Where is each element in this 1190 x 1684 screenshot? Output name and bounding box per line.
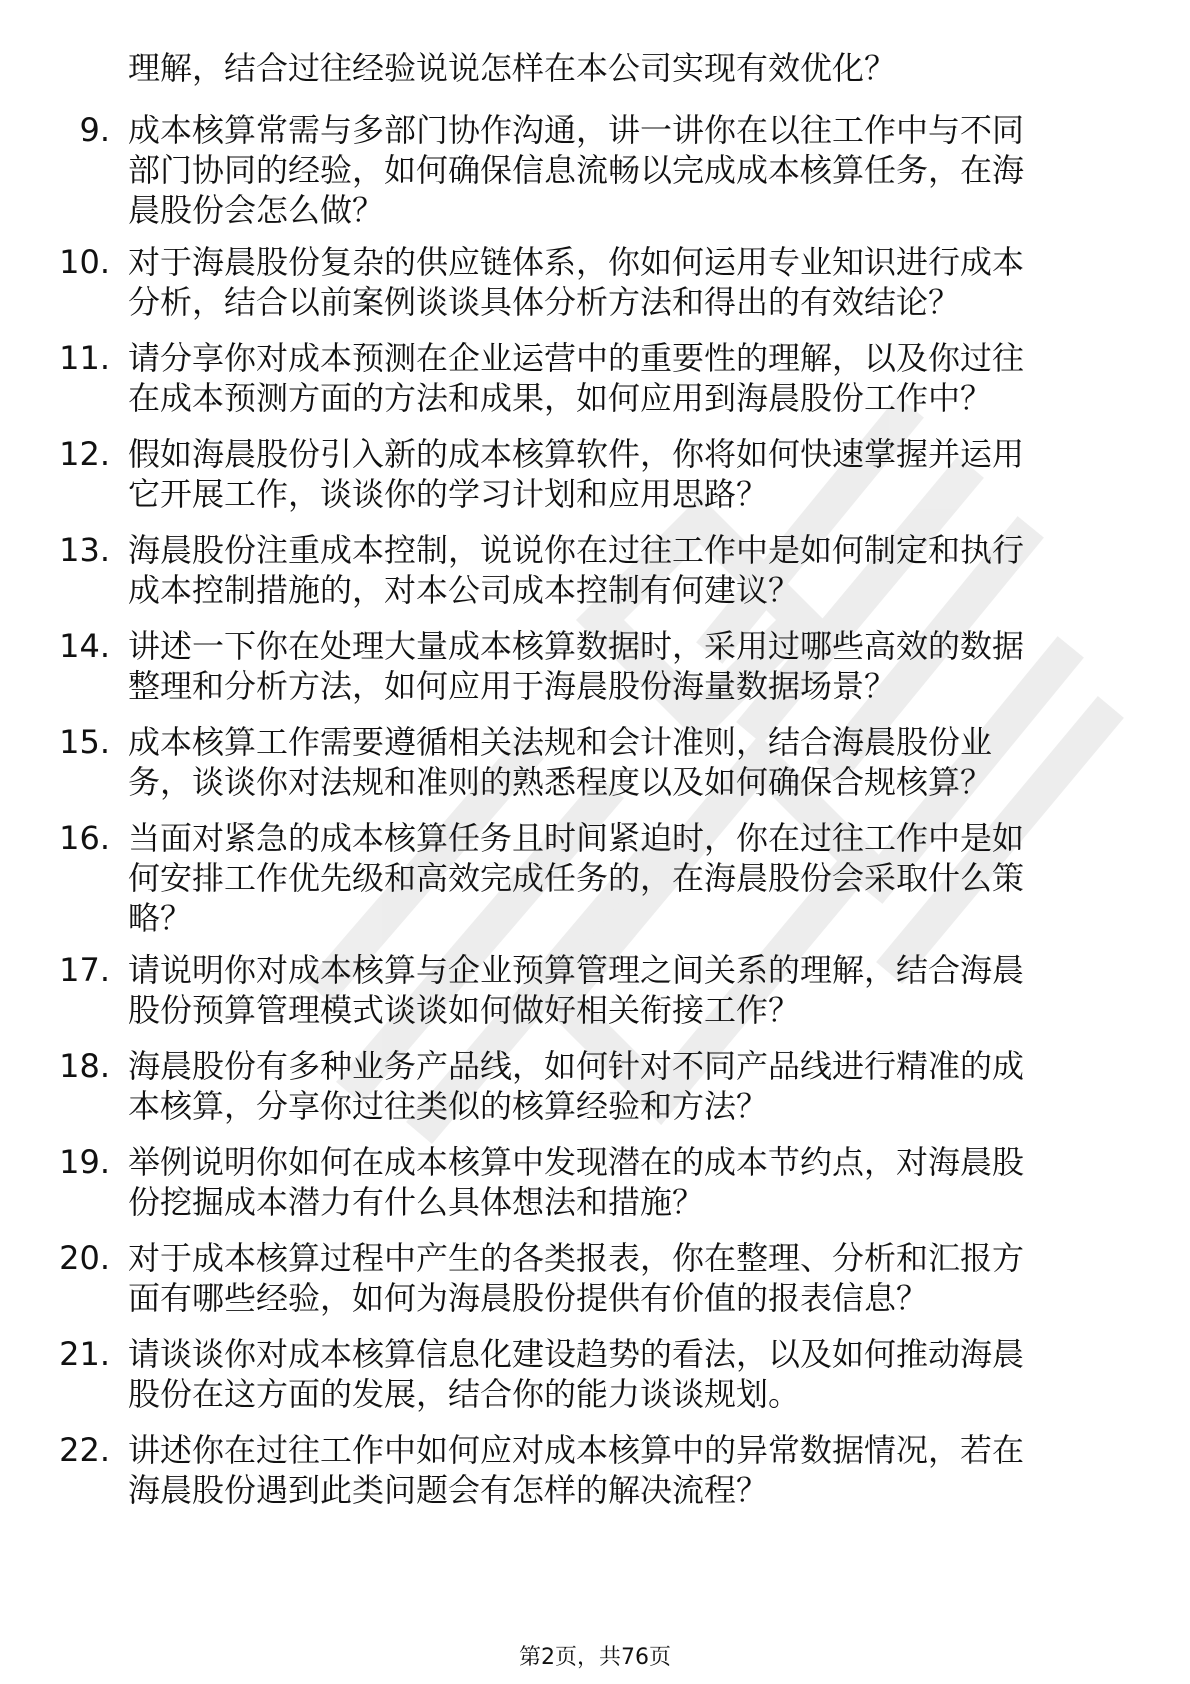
question-text: 讲述一下你在处理大量成本核算数据时，采用过哪些高效的数据 整理和分析方法，如何应用于海晨股份海量数据场景？ <box>128 627 1025 705</box>
question-number: 12. <box>59 435 110 473</box>
question-number: 15. <box>59 723 110 761</box>
question-number: 14. <box>59 627 110 665</box>
question-number: 9. <box>79 111 110 149</box>
question-text: 假如海晨股份引入新的成本核算软件，你将如何快速掌握并运用 它开展工作，谈谈你的学习计划和应用思路？ <box>128 435 1025 513</box>
continuation-text: 理解，结合过往经验说说怎样在本公司实现有效优化？ <box>128 49 897 87</box>
question-text: 请说明你对成本核算与企业预算管理之间关系的理解，结合海晨 股份预算管理模式谈谈如何做好相关衔接工作？ <box>128 951 1025 1029</box>
question-text: 海晨股份有多种业务产品线，如何针对不同产品线进行精准的成 本核算，分享你过往类似的核算经验和方法？ <box>128 1047 1025 1125</box>
question-number: 10. <box>59 243 110 281</box>
question-text: 当面对紧急的成本核算任务且时间紧迫时，你在过往工作中是如 何安排工作优先级和高效完成任务的，在海晨股份会采取什么策 略？ <box>128 819 1025 937</box>
question-text: 成本核算常需与多部门协作沟通，讲一讲你在以往工作中与不同 部门协同的经验，如何确保信息流畅以完成成本核算任务，在海 晨股份会怎么做？ <box>128 111 1025 229</box>
question-text: 成本核算工作需要遵循相关法规和会计准则，结合海晨股份业 务，谈谈你对法规和准则的熟悉程度以及如何确保合规核算？ <box>128 723 993 801</box>
question-text: 对于海晨股份复杂的供应链体系，你如何运用专业知识进行成本 分析，结合以前案例谈谈具体分析方法和得出的有效结论？ <box>128 243 1025 321</box>
question-number: 17. <box>59 951 110 989</box>
question-text: 举例说明你如何在成本核算中发现潜在的成本节约点，对海晨股 份挖掘成本潜力有什么具体想法和措施？ <box>128 1143 1025 1221</box>
question-text: 请谈谈你对成本核算信息化建设趋势的看法，以及如何推动海晨 股份在这方面的发展，结合你的能力谈谈规划。 <box>128 1335 1025 1413</box>
question-text: 海晨股份注重成本控制，说说你在过往工作中是如何制定和执行 成本控制措施的，对本公司成本控制有何建议？ <box>128 531 1025 609</box>
question-number: 13. <box>59 531 110 569</box>
question-number: 20. <box>59 1239 110 1277</box>
question-text: 请分享你对成本预测在企业运营中的重要性的理解，以及你过往 在成本预测方面的方法和成果，如何应用到海晨股份工作中？ <box>128 339 1025 417</box>
question-number: 22. <box>59 1431 110 1469</box>
question-text: 讲述你在过往工作中如何应对成本核算中的异常数据情况，若在 海晨股份遇到此类问题会有怎样的解决流程？ <box>128 1431 1025 1509</box>
question-number: 11. <box>59 339 110 377</box>
question-text: 对于成本核算过程中产生的各类报表，你在整理、分析和汇报方 面有哪些经验，如何为海晨股份提供有价值的报表信息？ <box>128 1239 1025 1317</box>
question-number: 21. <box>59 1335 110 1373</box>
question-number: 19. <box>59 1143 110 1181</box>
question-number: 16. <box>59 819 110 857</box>
question-number: 18. <box>59 1047 110 1085</box>
page-footer: 第2页，共76页 <box>519 1645 671 1670</box>
